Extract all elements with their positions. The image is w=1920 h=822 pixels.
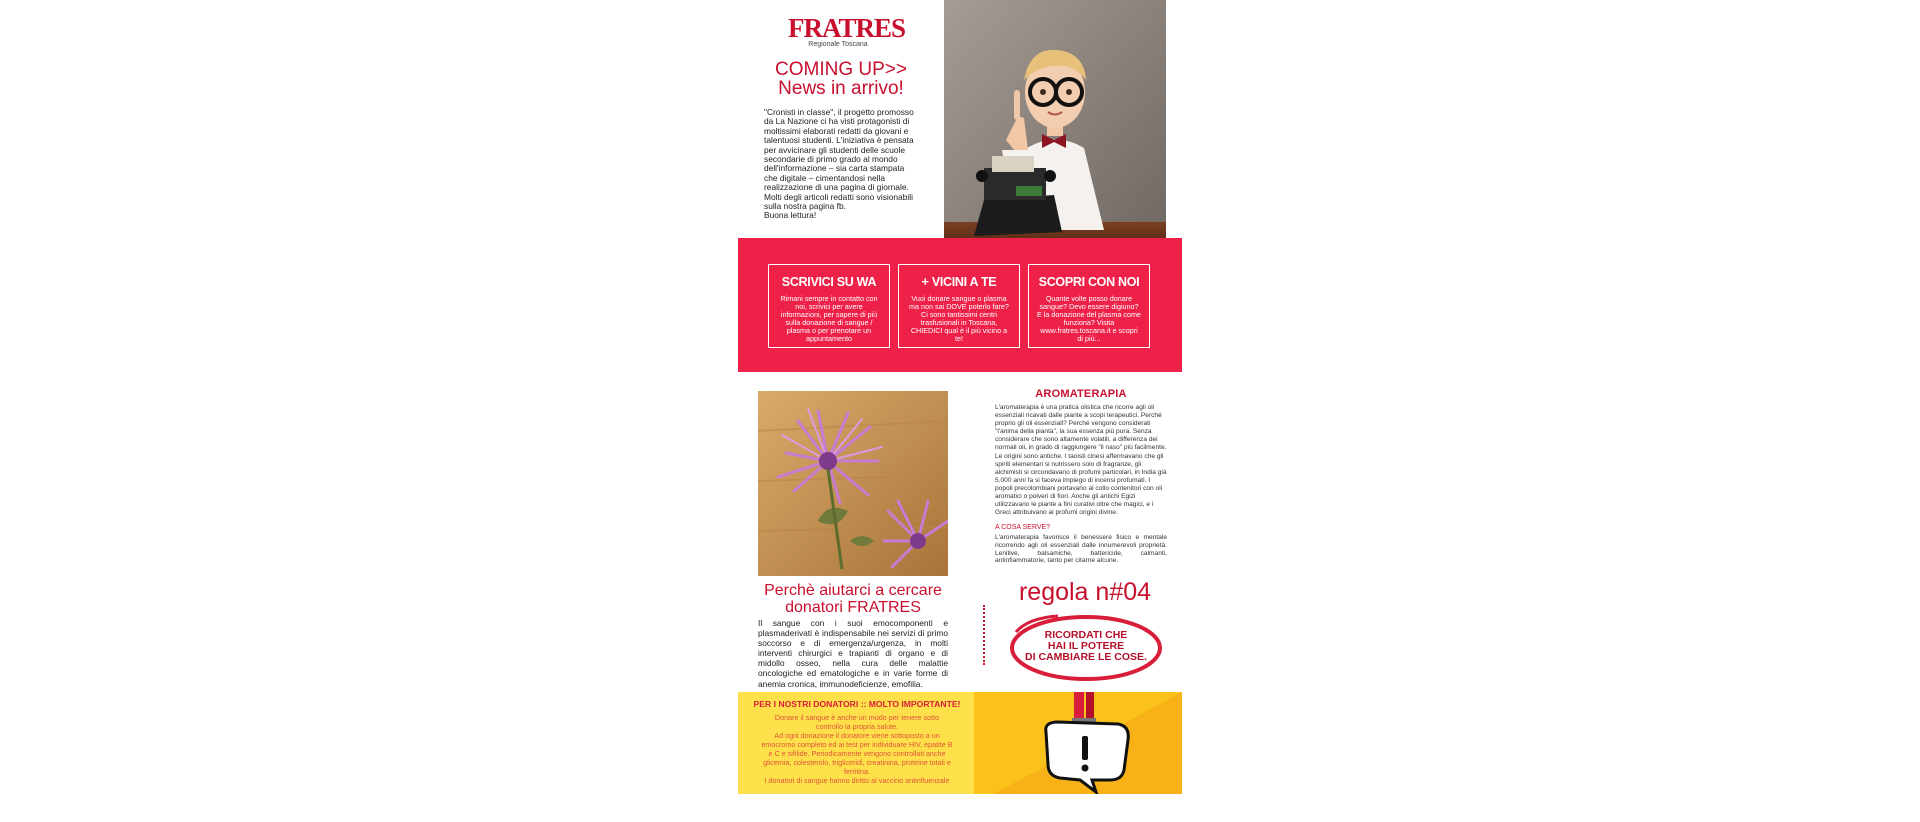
intro-line: Molti degli articoli redatti sono visionabili: [764, 191, 913, 202]
box-body: Rimani sempre in contatto con noi, scrivici per avere informazioni, per sapere di più sulla donazione di sangue / plasma o per prenotare un appuntamento: [780, 294, 878, 343]
intro-line: Buona lettura!: [764, 210, 817, 221]
aromaterapia-body2: L'aromaterapia favorisce il benessere fisico e mentale ricorrendo agli oli essenziali dalle innumerevoli proprietà. Lenitive, balsamiche, battericide, calmanti, antinfiammatorie, tanto per citarne alcune.: [995, 534, 1167, 565]
donatori-line: ferritina.: [844, 767, 870, 776]
ricordati-line2: HAI IL POTERE: [1047, 640, 1125, 652]
box-body: Vuoi donare sangue o plasma ma non sai DOVE poterlo fare? Ci sono tantissimi centri trasfusionali in Toscana, CHIEDICI qual è il più vicino a te!: [909, 294, 1009, 343]
coming-up-line2: News in arrivo!: [778, 78, 904, 99]
intro-line: moltissimi elaborati redatti da giovani e: [764, 125, 909, 136]
flower-illustration: [758, 391, 948, 576]
clothespin-exclamation-icon: [974, 692, 1182, 794]
intro-line: da La Nazione ci ha visti protagonisti di: [764, 116, 910, 127]
intro-text: [764, 108, 936, 221]
donatori-line: glicemia, colesterolo, trigliceridi, creatinina, proteine totali e: [763, 758, 951, 767]
donatori-line: emocromo completo ed ai test per individuare HIV, epatite B: [761, 740, 953, 749]
box-title: + VICINI A TE: [921, 275, 997, 289]
perche-title: [758, 582, 948, 616]
aromaterapia-article: [995, 388, 1167, 565]
perche-body: Il sangue con i suoi emocomponenti e plasmaderivati è indispensabile nei servizi di primo soccorso e di emergenza/urgenza, in molti interventi chirurgici e trapianti di organo e di midollo osseo, nella cura delle malattie oncologiche ed ematologiche e in varie forme di anemia cronica, immunodeficienze, emofilia.: [758, 618, 948, 689]
intro-line: dell'informazione – sia carta stampata: [764, 163, 905, 174]
aromaterapia-body: L'aromaterapia è una pratica olistica che ricorre agli oli essenziali ricavati dalle piante a scopi terapeutici. Perché proprio gli oli essenziali? Perché vengono considerati "l'anima della pianta", la sua essenza più pura. Senza considerare che sono altamente volatili, a differenza dei normali oli, in grado di raggiungere "il naso" più facilmente. Le origini sono antiche. I taoisti cinesi affermavano che gli spiriti elementari si nutrissero solo di fragranze, gli alchimisti si circondavano di profumi particolari, in India già 5.000 anni fa si faceva impiego di incensi profumati. I popoli precolombiani portavano al collo contenitori con oli aromatici o polveri di fiori. Anche gli antichi Egizi utilizzavano le piante a fini curativi oltre che magici, e i Greci attribuivano ai profumi origini divine.: [995, 404, 1167, 517]
ricordati-line3: DI CAMBIARE LE COSE.: [1025, 651, 1147, 663]
fratres-logo: [788, 13, 906, 49]
box-title: SCRIVICI SU WA: [781, 275, 877, 289]
intro-line: "Cronisti in classe", il progetto promosso: [764, 107, 914, 117]
dotted-divider: [983, 605, 985, 665]
donatori-title: PER I NOSTRI DONATORI :: MOLTO IMPORTANTE!: [753, 699, 961, 709]
logo-text: FRATRES: [788, 13, 906, 43]
vicini-box[interactable]: [898, 264, 1020, 348]
header-left: [738, 0, 944, 240]
regola-title: regola n#04: [1018, 578, 1152, 606]
perche-title-line2: donatori FRATRES: [785, 599, 921, 616]
boy-illustration: [944, 0, 1166, 252]
contact-band: [738, 238, 1182, 372]
donatori-line: I donatori di sangue hanno diritto al vaccino antinfluenzale: [764, 776, 950, 785]
donatori-line: Ad ogni donazione il donatore viene sottoposto a un: [774, 731, 940, 740]
scopri-box[interactable]: [1028, 264, 1150, 348]
ricordati-line1: RICORDATI CHE: [1044, 629, 1128, 641]
aromaterapia-title: AROMATERAPIA: [1035, 388, 1127, 400]
donatori-line: e C e sifilide. Periodicamente vengono controllati anche: [768, 749, 946, 758]
intro-line: realizzazione di una pagina di giornale.: [764, 182, 909, 193]
coming-up-heading: [746, 60, 936, 98]
donatori-band: [738, 692, 1182, 794]
intro-line: secondarie di primo grado al mondo: [764, 154, 898, 165]
donatori-line: Donare il sangue è anche un modo per tenere sotto: [774, 713, 940, 722]
newsletter-page: [738, 0, 1182, 822]
coming-up-line1: COMING UP>>: [775, 59, 907, 80]
donatori-body: [746, 713, 968, 785]
boy-with-typewriter-photo: [944, 0, 1166, 252]
aromaterapia-subtitle: A COSA SERVE?: [995, 524, 1051, 532]
intro-line: per avvicinare gli studenti delle scuole: [764, 144, 906, 155]
intro-line: che digitale – cimentandosi nella: [764, 172, 886, 183]
box-body: Quante volte posso donare sangue? Devo essere digiuno? E la donazione del plasma come funziona? Visita www.fratres.toscana.it e scopri di più...: [1037, 294, 1141, 343]
cornflower-photo: [758, 391, 948, 576]
donatori-line: controllo la propria salute.: [815, 722, 899, 731]
perche-title-line1: Perchè aiutarci a cercare: [764, 582, 942, 599]
exclamation-panel: [974, 692, 1182, 794]
box-title: SCOPRI CON NOI: [1038, 275, 1140, 289]
ricordati-text: [1008, 630, 1164, 663]
whatsapp-box[interactable]: [768, 264, 890, 348]
logo-subtitle: Regionale Toscana: [808, 41, 868, 48]
ricordati-badge: [1008, 612, 1164, 682]
intro-line: sulla nostra pagina fb.: [764, 201, 846, 212]
intro-line: talentuosi studenti. L'iniziativa è pensata: [764, 135, 914, 146]
